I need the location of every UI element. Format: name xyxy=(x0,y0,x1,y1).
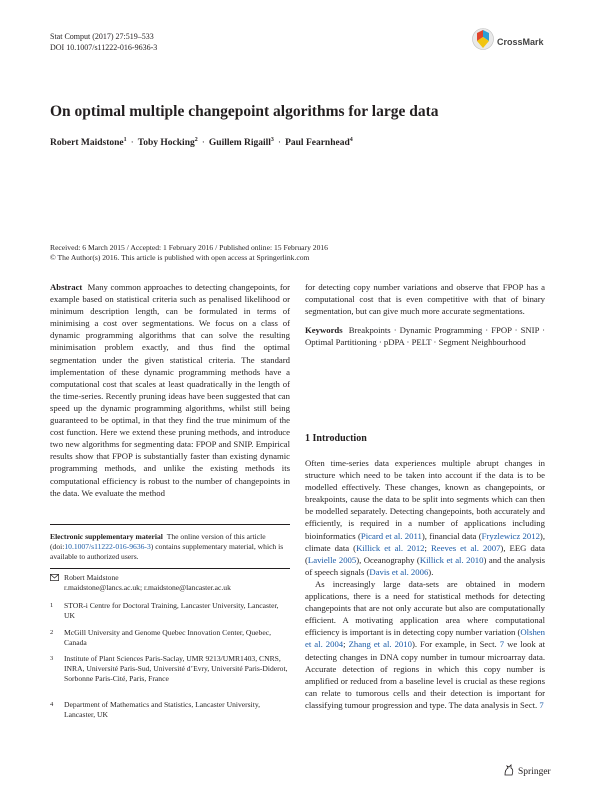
section-heading xyxy=(305,433,367,444)
affiliation-number: 2 xyxy=(50,629,54,636)
citation-link[interactable]: Killick et al. 2010 xyxy=(419,554,484,565)
paragraph xyxy=(305,578,545,711)
citation-link[interactable]: Davis et al. 2006 xyxy=(369,566,429,577)
abstract xyxy=(50,281,290,499)
paragraph-text: As increasingly large data-sets are obtained in modern applications, there is a need for statistical methods for detecting changepoints that are not only accurate but also are computationally efficient. A motivating application area where computational efficiency is important is in detecting copy number variation ( xyxy=(305,578,545,638)
doi: DOI 10.1007/s11222-016-9636-3 xyxy=(50,43,158,52)
author-name[interactable]: Paul Fearnhead xyxy=(285,138,350,149)
paragraph-text: ), climate data ( xyxy=(305,530,545,553)
author-separator: · xyxy=(130,138,134,149)
citation-link[interactable]: 7 xyxy=(539,699,544,710)
citation-link[interactable]: Zhang et al. 2010 xyxy=(348,639,412,650)
author-affiliation-marker: 3 xyxy=(270,137,274,143)
esm-label: Electronic supplementary material xyxy=(50,532,163,541)
footnote-divider xyxy=(50,524,290,525)
corresponding-author: Robert Maidstone xyxy=(64,573,119,582)
author-name[interactable]: Robert Maidstone xyxy=(50,138,124,149)
author-affiliation-marker: 1 xyxy=(123,137,127,143)
author-name[interactable]: Guillem Rigaill xyxy=(208,138,271,149)
crossmark-badge[interactable] xyxy=(472,27,544,56)
abstract-label: Abstract xyxy=(50,282,83,292)
keywords xyxy=(305,324,545,348)
author-affiliation-marker: 2 xyxy=(194,137,198,143)
affiliation-text: McGill University and Genome Quebec Innovation Center, Quebec, Canada xyxy=(64,628,271,648)
section-number: 1 xyxy=(305,433,310,444)
publication-dates xyxy=(50,243,328,263)
author-emails[interactable]: r.maidstone@lancs.ac.uk; r.maidstone@lancaster.ac.uk xyxy=(64,583,231,593)
paragraph-text: ). xyxy=(428,566,434,577)
keywords-label: Keywords xyxy=(305,325,343,336)
author-separator: · xyxy=(201,138,205,149)
esm-pre: The online version of this article (doi: xyxy=(50,532,266,552)
abstract-continued xyxy=(305,281,545,348)
affiliation xyxy=(50,700,290,720)
publisher-logo xyxy=(503,764,551,779)
correspondence xyxy=(50,573,290,593)
affiliation-text: Institute of Plant Sciences Paris-Saclay, UMR 9213/UMR1403, CNRS, INRA, Université Paris-Sud, Université d’Evry, Université Paris-Diderot, Sorbonne Paris-Cité, Paris, France xyxy=(64,654,288,684)
author-name[interactable]: Toby Hocking xyxy=(137,138,195,149)
copyright-line: © The Author(s) 2016. This article is published with open access at Springerlink.com xyxy=(50,253,310,262)
footnote-divider xyxy=(50,568,290,569)
paragraph-text: ), financial data ( xyxy=(421,530,482,541)
esm-doi-link[interactable]: 10.1007/s11222-016-9636-3 xyxy=(64,542,151,552)
affiliation-number: 4 xyxy=(50,701,54,708)
keywords-text: Breakpoints · Dynamic Programming · FPOP · SNIP · Optimal Partitioning · pDPA · PELT · Segment Neighbourhood xyxy=(305,325,545,348)
springer-horse-icon xyxy=(503,764,515,779)
citation-link[interactable]: Olshen et al. 2004 xyxy=(305,627,545,650)
citation-link[interactable]: Fryzlewicz 2012 xyxy=(481,530,540,541)
author-affiliation-marker: 4 xyxy=(349,137,353,143)
paragraph-text: ) and the analysis of speech signals ( xyxy=(305,554,545,577)
citation-link[interactable]: Picard et al. 2011 xyxy=(360,530,422,541)
affiliation-number: 3 xyxy=(50,655,54,662)
author-list xyxy=(50,137,353,148)
paragraph-text: ; xyxy=(343,639,349,650)
abstract-continued-text: for detecting copy number variations and observe that FPOP has a computational cost that is even competitive with that of binary segmentation, but can give much more accurate segmentations. xyxy=(305,282,545,317)
citation-link[interactable]: Killick et al. 2012 xyxy=(356,542,425,553)
envelope-icon xyxy=(50,574,59,585)
dates-line: Received: 6 March 2015 / Accepted: 1 February 2016 / Published online: 15 February 2016 xyxy=(50,243,328,252)
affiliation xyxy=(50,654,290,685)
crossmark-label: CrossMark xyxy=(497,36,544,47)
paragraph-text: we look at detecting changes in DNA copy number in tumour microarray data. Accurate detection of regions in which this copy number is amplified or reduced from a baseline level is crucial as these regions can relate to tumorous cells and their detection is important for classifying tumour progression and type. The data analysis in Sect. xyxy=(305,639,546,710)
author-separator: · xyxy=(277,138,282,149)
paragraph-text: ), Oceanography ( xyxy=(356,554,420,565)
citation-link[interactable]: Lavielle 2005 xyxy=(307,554,357,565)
paragraph xyxy=(305,457,545,578)
publisher-name: Springer xyxy=(518,766,551,777)
paragraph-text: ), EEG data ( xyxy=(305,542,545,565)
journal-header xyxy=(50,31,157,53)
crossmark-icon xyxy=(472,27,494,56)
section-title: Introduction xyxy=(312,433,367,444)
citation-link[interactable]: Reeves et al. 2007 xyxy=(431,542,501,553)
paper-title: On optimal multiple changepoint algorithms for large data xyxy=(50,103,439,120)
paragraph-text: ). For example, in Sect. xyxy=(411,639,500,650)
affiliation xyxy=(50,601,290,621)
paragraph-text: Often time-series data experiences multiple abrupt changes in structure which need to be taken into account if the data is to be modelled effectively. These changes, known as changepoints, or breakpoints, cause the data to be split into segments which can then be modelled separately. Detecting changepoints, both accurately and efficiently, is required in a number of applications including bioinformatics ( xyxy=(305,458,545,541)
abstract-text: Many common approaches to detecting changepoints, for example based on statistical criteria such as penalised likelihood or minimum description length, can be formulated in terms of minimising a cost over segmentations. We focus on a class of dynamic programming algorithms that can solve the resulting minimisation problem exactly, and thus find the optimal segmentation under the given statistical criteria. The standard implementation of these dynamic programming methods have a computational cost that scales at least quadratically in the length of the time-series. Recently pruning ideas have been suggested that can speed up the dynamic programming algorithms, whilst still being guaranteed to be optimal, in that they find the true minimum of the cost function. Here we extend these pruning methods, and introduce two new algorithms for segmenting data: FPOP and SNIP. Empirical results show that FPOP is substantially faster than existing dynamic programming methods, and unlike the existing methods its computational efficiency is robust to the number of changepoints in the data. We evaluate the method xyxy=(50,282,290,498)
supplementary-note xyxy=(50,532,290,563)
esm-post: ) contains supplementary material, which is available to authorized users. xyxy=(50,542,284,562)
affiliation xyxy=(50,628,290,648)
affiliation-number: 1 xyxy=(50,602,54,609)
paragraph-text: ; xyxy=(424,542,432,553)
citation-link[interactable]: 7 xyxy=(499,639,505,650)
affiliation-text: STOR-i Centre for Doctoral Training, Lancaster University, Lancaster, UK xyxy=(64,601,279,621)
introduction-body xyxy=(305,457,545,711)
journal-citation: Stat Comput (2017) 27:519–533 xyxy=(50,32,154,41)
affiliation-text: Department of Mathematics and Statistics, Lancaster University, Lancaster, UK xyxy=(64,700,261,720)
